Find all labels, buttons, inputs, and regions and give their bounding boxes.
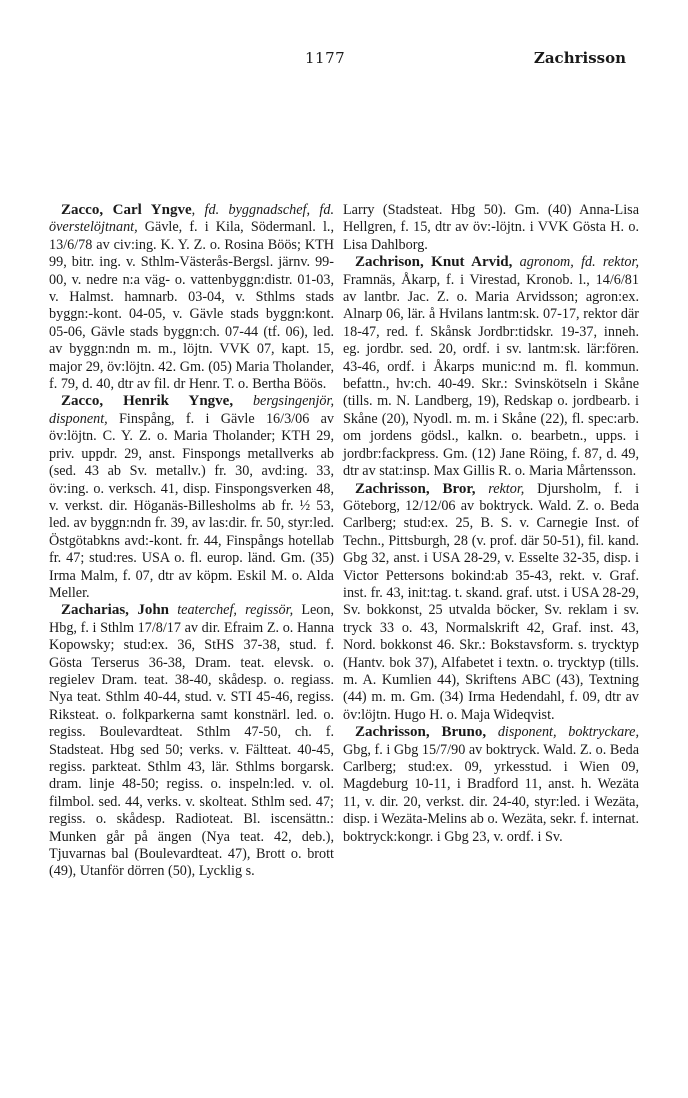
entry-name: Zacco, Henrik Yngve, (61, 393, 234, 410)
entry-name: Zacco, Carl Yngve (61, 202, 192, 218)
entry-name: Zachrisson, Bruno, (355, 724, 487, 741)
entry-body: Djursholm, f. i Göteborg, 12/12/06 av boktryck. Wald. Z. o. Beda Carlberg; stud:ex. 25, B. S. v. Carnegie Inst. of Techn., Pittsburgh, 28 (v. prof. där 50-51), fil. kand. Gbg 32, anst. i USA 28-29, v. Esselte 32-35, disp. i Victor Pettersons bokind:ab 35-43, rekt. v. Graf. inst. fr. 43, init:tag. t. skand. graf. utst. i USA 28-29, Sv. bokkonst, 25 utvalda böcker, Sv. reklam i sv. tryck 33 o. 43, Normalskrift 42, Graf. inst. 43, Nord. bokkonst 46. Skr.: Bokstavsform. s. trycktyp (Hantv. bok 37), Alfabetet i textn. o. trycktyp (tills. m. A. Kumlien 44), Skriftens ABC (43), Textning (44) m. m. Gm. (34) Irma Hedendahl, f. 09, dtr av öv:löjtn. Hugo H. o. Maja Wideqvist. (343, 480, 640, 723)
entry-continuation (343, 202, 639, 254)
entry-title: rektor, (488, 480, 525, 497)
entry-title: disponent, boktryckare, (497, 724, 639, 741)
entry-title: teaterchef, regissör, (177, 602, 294, 619)
page-number: 1177 (305, 49, 346, 67)
right-column (343, 202, 639, 846)
entry-title: fd. byggnadschef, fd. överstelöjtnant, (49, 202, 334, 236)
page-header (0, 49, 688, 73)
entry-zacco-carl-yngve: Zacco, Carl Yngve, fd. byggnadschef, fd. överstelöjtnant, Gävle, f. i Kila, Södermanl. l., 13/6/78 av civ:ing. K. Y. Z. o. Rosina Böös; KTH 99, bitr. ing. v. Sthlm-Västerås-Bergsl. järnv. 99-00, v. nedre n:a väg- o. vattenbyggn:distr. 01-03, v. Halmst. hamnarb. 03-04, v. Sthlms stads byggn:-kont. 04-05, v. Gävle stads byggn:kont. 05-06, Gävle stads byggn:ch. 07-44 (tf. 06), led. av byggn:ndn m. m., löjtn. VVK 07, kapt. 15, major 29, öv:löjtn. 42. Gm. (05) Maria Tholander, f. 79, d. 40, dtr av fil. dr Henr. T. o. Bertha Böös. (49, 202, 334, 393)
entry-zacharias-john (49, 602, 334, 881)
entry-name: Zachrisson, Bror, (355, 480, 476, 497)
entry-name: Zacharias, John (61, 602, 170, 619)
left-column (49, 202, 334, 881)
entry-title: agronom, fd. rektor, (519, 254, 639, 271)
entry-zachrisson-bruno (343, 724, 639, 846)
entry-name: Zachrison, Knut Arvid, (355, 254, 513, 271)
entry-body: Gävle, f. i Kila, Södermanl. l., 13/6/78 av civ:ing. K. Y. Z. o. Rosina Böös; KTH 99, bitr. ing. v. Sthlm-Västerås-Bergsl. järnv. 99-00, v. nedre n:a väg- o. vattenbyggn:distr. 01-03, v. Halmst. hamnarb. 03-04, v. Sthlms stads byggn:-kont. 04-05, v. Gävle stads byggn:kont. 05-06, Gävle stads byggn:ch. 07-44 (tf. 06), led. av byggn:ndn m. m., löjtn. VVK 07, kapt. 15, major 29, öv:löjtn. 42. Gm. (05) Maria Tholander, f. 79, d. 40, dtr av fil. dr Henr. T. o. Bertha Böös. (49, 219, 334, 393)
entry-body: Gbg, f. i Gbg 15/7/90 av boktryck. Wald. Z. o. Beda Carlberg; stud:ex. 09, yrkesstud. i Wien 09, Magdeburg 10-11, i Bradford 11, anst. h. Wezäta 11, v. dir. 20, verkst. dir. 24-40, styr:led. i Wezäta, disp. i Wezäta-Melins ab o. Wezäta, sekr. f. internat. boktryck:kongr. i Gbg 23, v. ordf. i Sv. (343, 741, 639, 845)
running-head: Zachrisson (533, 49, 626, 67)
entry-body: Finspång, f. i Gävle 16/3/06 av öv:löjtn. C. Y. Z. o. Maria Tholander; KTH 29, priv. uppdr. 29, anst. Finspongs metallverks ab (sed. 43 ab Sv. metallv.) fr. 30, avd:ing. 33, öv:ing. o. verksch. 41, disp. Finspongsverken 48, v. verkst. dir. Höganäs-Billesholms ab fr. ½ 53, led. av byggn:ndn fr. 39, av las:dir. fr. 50, styr:led. Östgötabkns avd:-kont. fr. 44, Finspångs hotellab fr. 47; stud:res. USA o. fl. europ. länd. Gm. (35) Irma Malm, f. 07, dtr av köpm. Eskil M. o. Alda Meller. (49, 410, 334, 601)
entry-title: bergsingenjör, disponent, (49, 393, 335, 427)
entry-body: Larry (Stadsteat. Hbg 50). Gm. (40) Anna-Lisa Hellgren, f. 15, dtr av öv:-löjtn. i VVK Gösta H. o. Lisa Dahlborg. (343, 202, 639, 253)
entry-zacco-henrik-yngve (49, 393, 334, 602)
entry-zachrison-knut-arvid (343, 254, 639, 480)
entry-body: Leon, Hbg, f. i Sthlm 17/8/17 av dir. Efraim Z. o. Hanna Kopowsky; stud:ex. 36, StHS 37-38, stud. f. Gösta Terserus 36-38, Dram. teat. elevsk. o. regielev Dram. teat. 38-40, skådesp. o. regiass. Nya teat. Sthlm 40-44, stud. v. STI 45-46, regiss. Riksteat. o. folkparkerna samt konstnärl. led. o. regiss. Boulevardteat. Sthlm 47-50, ch. f. Stadsteat. Hbg sed 50; verks. v. Fältteat. 40-45, regiss. parkteat. Sthlm 43, lär. Sthlms borgarsk. dram. linje 48-50; regiss. o. inspeln:led. v. ol. filmbol. sed. 44, verks. v. skolteat. Sthlm sed. 47; regiss. o. skådesp. Radioteat. Bl. iscensättn.: Munken går på ängen (Nya teat. 42, deb.), Tjuvarnas bal (Boulevardteat. 47), Brott o. brott (49), Utanför dörren (50), Lycklig s. (49, 602, 335, 880)
entry-zachrisson-bror (343, 481, 639, 725)
entry-body: Framnäs, Åkarp, f. i Virestad, Kronob. l., 14/6/81 av lantbr. Jac. Z. o. Maria Arvidsson; agron:ex. Alnarp 06, lär. å Hvilans lantm:sk. 07-17, rektor där 18-47, red. f. Skånsk Jordbr:tidskr. 19-37, inneh. eg. jordbr. sed. 20, ordf. i sv. lantm:sk. lär:fören. 43-46, ordf. i Åkarps munic:nd m. fl. kommun. befattn., hv:ch. 40-49. Skr.: Svinskötseln i Skåne (tills. m. N. Landberg, 19), Redskap o. jordbearb. i Skåne (20), Nyodl. m. m. i Skåne (22), fl. spec:arb. om jordens gödsl., kalkn. o. bearbetn., upps. i jordbr:fackpress. Gm. (12) Jane Röing, f. 87, d. 49, dtr av stat:insp. Max Gillis R. o. Maria Mårtensson. (343, 271, 639, 480)
